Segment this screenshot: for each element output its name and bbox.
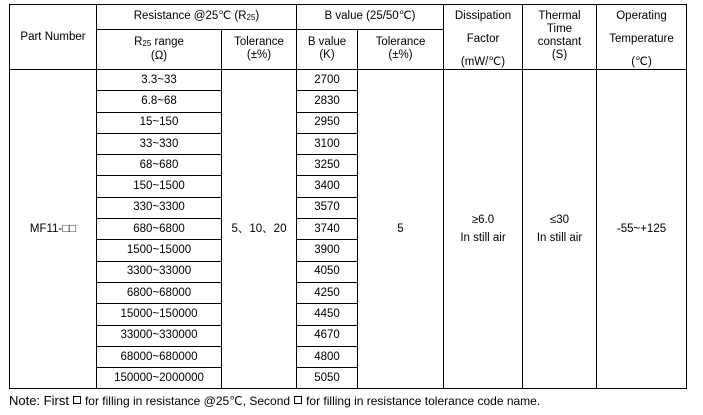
r25-range-header: R25 range (Ω) — [97, 29, 222, 69]
b-value-cell: 4250 — [297, 282, 358, 303]
table-row — [10, 70, 687, 91]
r25-range-cell: 68~680 — [97, 155, 222, 176]
r25-range-cell: 1500~15000 — [97, 240, 222, 261]
r25-range-cell: 3300~33000 — [97, 261, 222, 282]
specification-table — [9, 4, 687, 389]
part-number-cell: MF11-□□ — [10, 70, 97, 389]
placeholder-box-icon — [294, 396, 302, 404]
b-value-cell: 3400 — [297, 176, 358, 197]
r25-range-cell: 15000~150000 — [97, 304, 222, 325]
b-value-group-header: B value (25/50℃) — [297, 5, 444, 30]
b-tolerance-cell: 5 — [358, 70, 444, 389]
b-value-cell: 4800 — [297, 346, 358, 367]
dissipation-header: Dissipation Factor (mW/℃) — [444, 5, 523, 70]
r25-range-cell: 3.3~33 — [97, 70, 222, 91]
b-value-cell: 2950 — [297, 112, 358, 133]
r25-range-cell: 68000~680000 — [97, 346, 222, 367]
b-value-cell: 2700 — [297, 70, 358, 91]
r25-range-cell: 33000~330000 — [97, 325, 222, 346]
r25-range-cell: 150000~2000000 — [97, 368, 222, 389]
b-value-cell: 3740 — [297, 219, 358, 240]
b-value-cell: 5050 — [297, 368, 358, 389]
dissipation-cell: ≥6.0 In still air — [444, 70, 523, 389]
r25-range-cell: 150~1500 — [97, 176, 222, 197]
b-value-cell: 3250 — [297, 155, 358, 176]
thermal-time-constant-header: Thermal Time constant (S) — [523, 5, 597, 70]
b-value-cell: 4450 — [297, 304, 358, 325]
b-value-cell: 3100 — [297, 133, 358, 154]
b-value-cell: 4050 — [297, 261, 358, 282]
resistance-tolerance-header: Tolerance (±%) — [222, 29, 297, 69]
r25-range-cell: 330~3300 — [97, 197, 222, 218]
thermal-time-constant-cell: ≤30 In still air — [523, 70, 597, 389]
b-value-cell: 3900 — [297, 240, 358, 261]
b-value-cell: 3570 — [297, 197, 358, 218]
header-row-1 — [10, 5, 687, 30]
r25-range-cell: 15~150 — [97, 112, 222, 133]
operating-temperature-header: Operating Temperature (℃) — [597, 5, 687, 70]
b-value-cell: 4670 — [297, 325, 358, 346]
footnote: Note: First for filling in resistance @25℃, Second for filling in resistance tolerance code name. — [9, 393, 541, 408]
b-value-column-header: B value (K) — [297, 29, 358, 69]
r25-range-cell: 33~330 — [97, 133, 222, 154]
part-number-header: Part Number — [10, 5, 97, 70]
b-tolerance-header: Tolerance (±%) — [358, 29, 444, 69]
r25-range-cell: 6.8~68 — [97, 91, 222, 112]
resistance-tolerance-cell: 5、10、20 — [222, 70, 297, 389]
b-value-cell: 2830 — [297, 91, 358, 112]
operating-temperature-cell: -55~+125 — [597, 70, 687, 389]
r25-range-cell: 6800~68000 — [97, 282, 222, 303]
placeholder-box-icon — [73, 396, 81, 404]
r25-range-cell: 680~6800 — [97, 219, 222, 240]
resistance-group-header: Resistance @25℃ (R25) — [97, 5, 297, 30]
